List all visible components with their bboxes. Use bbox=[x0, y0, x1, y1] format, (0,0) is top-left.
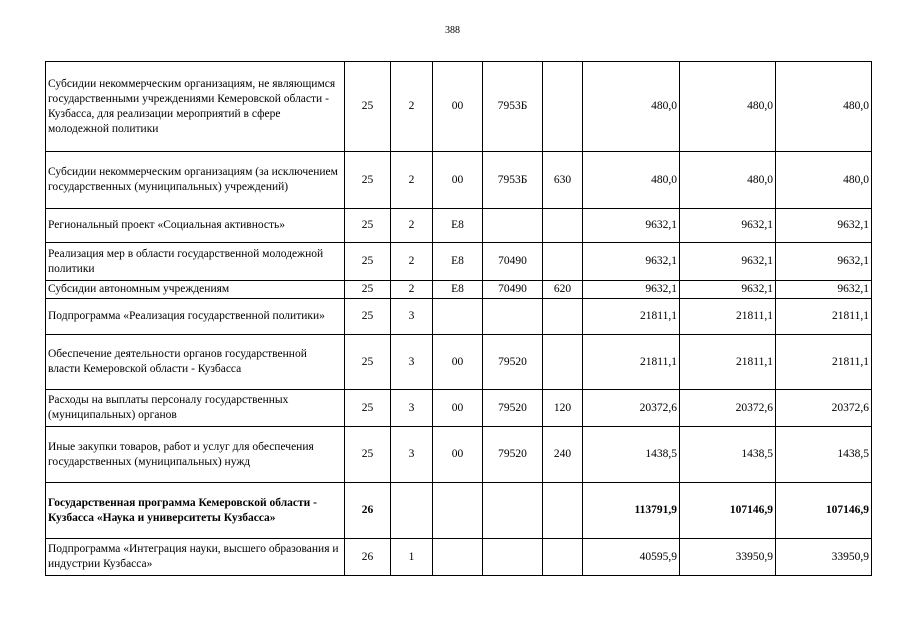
code-expense: 7953Б bbox=[483, 152, 543, 209]
row-name: Обеспечение деятельности органов государственной власти Кемеровской области - Кузбасса bbox=[46, 335, 345, 390]
amount-2024: 9632,1 bbox=[680, 281, 776, 299]
code-type bbox=[543, 335, 583, 390]
code-direction: 00 bbox=[433, 390, 483, 427]
code-gp: 25 bbox=[345, 427, 391, 483]
code-direction bbox=[433, 539, 483, 576]
amount-2024: 33950,9 bbox=[680, 539, 776, 576]
code-expense: 79520 bbox=[483, 335, 543, 390]
row-name: Государственная программа Кемеровской области - Кузбасса «Наука и университеты Кузбасса» bbox=[46, 483, 345, 539]
code-expense: 7953Б bbox=[483, 62, 543, 152]
code-subprogram: 2 bbox=[391, 243, 433, 281]
row-name: Подпрограмма «Реализация государственной политики» bbox=[46, 299, 345, 335]
code-gp: 25 bbox=[345, 62, 391, 152]
table-row bbox=[46, 427, 872, 483]
code-type bbox=[543, 243, 583, 281]
amount-2025: 107146,9 bbox=[776, 483, 872, 539]
code-expense bbox=[483, 299, 543, 335]
amount-2024: 1438,5 bbox=[680, 427, 776, 483]
amount-2023: 21811,1 bbox=[583, 335, 680, 390]
amount-2024: 20372,6 bbox=[680, 390, 776, 427]
code-type bbox=[543, 299, 583, 335]
row-name: Подпрограмма «Интеграция науки, высшего образования и индустрии Кузбасса» bbox=[46, 539, 345, 576]
code-type bbox=[543, 209, 583, 243]
code-type: 120 bbox=[543, 390, 583, 427]
table-row bbox=[46, 390, 872, 427]
amount-2024: 107146,9 bbox=[680, 483, 776, 539]
code-type bbox=[543, 539, 583, 576]
amount-2023: 9632,1 bbox=[583, 243, 680, 281]
code-direction: 00 bbox=[433, 152, 483, 209]
code-subprogram: 3 bbox=[391, 335, 433, 390]
row-name: Расходы на выплаты персоналу государственных (муниципальных) органов bbox=[46, 390, 345, 427]
amount-2023: 480,0 bbox=[583, 152, 680, 209]
code-expense: 70490 bbox=[483, 281, 543, 299]
code-direction: 00 bbox=[433, 62, 483, 152]
code-direction: E8 bbox=[433, 281, 483, 299]
code-subprogram: 2 bbox=[391, 152, 433, 209]
table-body bbox=[46, 62, 872, 576]
code-subprogram: 2 bbox=[391, 209, 433, 243]
amount-2023: 9632,1 bbox=[583, 281, 680, 299]
row-name: Субсидии некоммерческим организациям, не являющимся государственными учреждениями Кемеровской области - Кузбасса, для реализации мероприятий в сфере молодежной политики bbox=[46, 62, 345, 152]
code-expense bbox=[483, 483, 543, 539]
amount-2025: 21811,1 bbox=[776, 335, 872, 390]
code-subprogram: 3 bbox=[391, 427, 433, 483]
page-number: 388 bbox=[445, 25, 460, 36]
code-expense bbox=[483, 209, 543, 243]
amount-2024: 480,0 bbox=[680, 62, 776, 152]
amount-2025: 9632,1 bbox=[776, 243, 872, 281]
amount-2024: 9632,1 bbox=[680, 243, 776, 281]
amount-2023: 21811,1 bbox=[583, 299, 680, 335]
code-direction: 00 bbox=[433, 335, 483, 390]
code-direction bbox=[433, 483, 483, 539]
row-name: Иные закупки товаров, работ и услуг для обеспечения государственных (муниципальных) нужд bbox=[46, 427, 345, 483]
code-expense: 70490 bbox=[483, 243, 543, 281]
amount-2024: 480,0 bbox=[680, 152, 776, 209]
table-row bbox=[46, 483, 872, 539]
code-subprogram: 3 bbox=[391, 299, 433, 335]
amount-2024: 9632,1 bbox=[680, 209, 776, 243]
amount-2024: 21811,1 bbox=[680, 299, 776, 335]
table-row bbox=[46, 152, 872, 209]
amount-2025: 21811,1 bbox=[776, 299, 872, 335]
code-type bbox=[543, 483, 583, 539]
code-expense: 79520 bbox=[483, 390, 543, 427]
amount-2025: 1438,5 bbox=[776, 427, 872, 483]
code-gp: 25 bbox=[345, 299, 391, 335]
code-gp: 25 bbox=[345, 281, 391, 299]
amount-2023: 40595,9 bbox=[583, 539, 680, 576]
code-type bbox=[543, 62, 583, 152]
amount-2023: 20372,6 bbox=[583, 390, 680, 427]
amount-2023: 9632,1 bbox=[583, 209, 680, 243]
code-gp: 25 bbox=[345, 152, 391, 209]
amount-2025: 33950,9 bbox=[776, 539, 872, 576]
row-name: Субсидии некоммерческим организациям (за исключением государственных (муниципальных) учреждений) bbox=[46, 152, 345, 209]
code-expense: 79520 bbox=[483, 427, 543, 483]
code-gp: 26 bbox=[345, 539, 391, 576]
row-name: Субсидии автономным учреждениям bbox=[46, 281, 345, 299]
table-row bbox=[46, 539, 872, 576]
code-subprogram: 1 bbox=[391, 539, 433, 576]
code-direction bbox=[433, 299, 483, 335]
code-gp: 26 bbox=[345, 483, 391, 539]
amount-2024: 21811,1 bbox=[680, 335, 776, 390]
code-subprogram: 3 bbox=[391, 390, 433, 427]
row-name: Региональный проект «Социальная активность» bbox=[46, 209, 345, 243]
amount-2023: 113791,9 bbox=[583, 483, 680, 539]
table-row bbox=[46, 243, 872, 281]
code-direction: 00 bbox=[433, 427, 483, 483]
row-name: Реализация мер в области государственной молодежной политики bbox=[46, 243, 345, 281]
amount-2025: 480,0 bbox=[776, 152, 872, 209]
amount-2025: 480,0 bbox=[776, 62, 872, 152]
code-expense bbox=[483, 539, 543, 576]
code-direction: E8 bbox=[433, 243, 483, 281]
table-row bbox=[46, 62, 872, 152]
amount-2023: 1438,5 bbox=[583, 427, 680, 483]
code-gp: 25 bbox=[345, 335, 391, 390]
code-gp: 25 bbox=[345, 243, 391, 281]
budget-table bbox=[45, 61, 872, 576]
code-subprogram bbox=[391, 483, 433, 539]
code-gp: 25 bbox=[345, 209, 391, 243]
code-subprogram: 2 bbox=[391, 62, 433, 152]
amount-2025: 9632,1 bbox=[776, 209, 872, 243]
amount-2025: 9632,1 bbox=[776, 281, 872, 299]
code-gp: 25 bbox=[345, 390, 391, 427]
code-subprogram: 2 bbox=[391, 281, 433, 299]
amount-2023: 480,0 bbox=[583, 62, 680, 152]
code-type: 620 bbox=[543, 281, 583, 299]
code-type: 240 bbox=[543, 427, 583, 483]
table-row bbox=[46, 335, 872, 390]
code-direction: E8 bbox=[433, 209, 483, 243]
amount-2025: 20372,6 bbox=[776, 390, 872, 427]
table-row bbox=[46, 299, 872, 335]
table-row bbox=[46, 209, 872, 243]
code-type: 630 bbox=[543, 152, 583, 209]
table-row bbox=[46, 281, 872, 299]
